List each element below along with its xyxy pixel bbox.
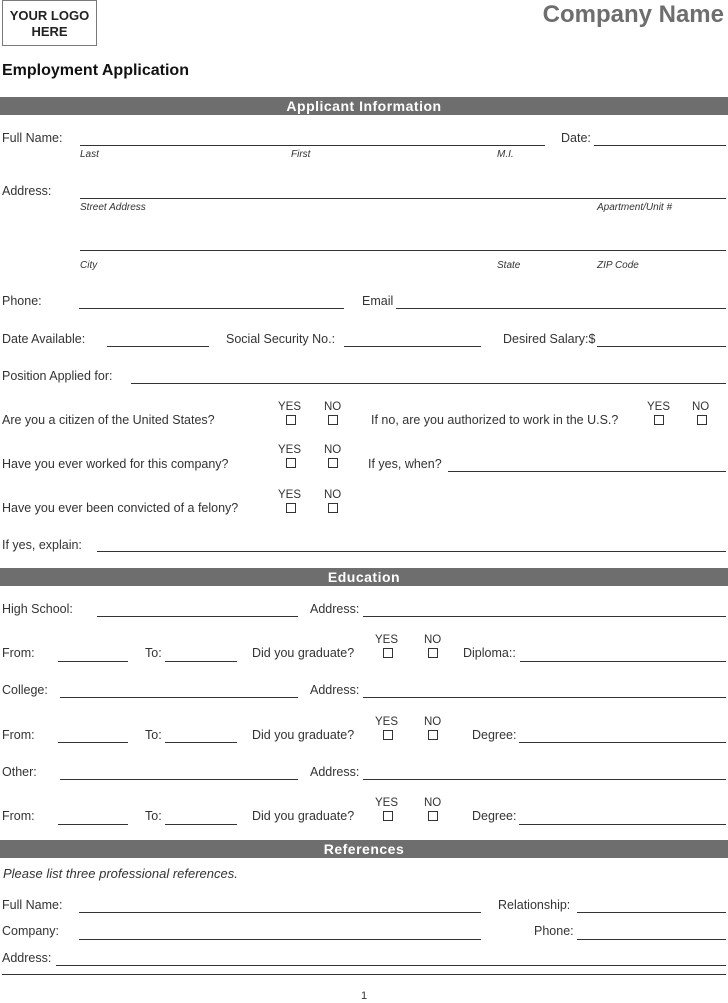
high-school-field[interactable] xyxy=(97,616,298,617)
worked-yes-label: YES xyxy=(278,444,302,456)
hs-graduate-no-label: NO xyxy=(424,634,442,646)
explain-field[interactable] xyxy=(97,551,726,552)
college-from-label: From: xyxy=(2,728,35,742)
worked-yes-checkbox[interactable] xyxy=(286,458,296,468)
hs-graduate-yes-checkbox[interactable] xyxy=(383,648,393,658)
worked-question: Have you ever worked for this company? xyxy=(2,457,229,471)
sub-label-apartment: Apartment/Unit # xyxy=(597,202,673,213)
college-graduate-yes-checkbox[interactable] xyxy=(383,730,393,740)
position-field[interactable] xyxy=(131,383,726,384)
ref-phone-label: Phone: xyxy=(534,924,574,938)
sub-label-city: City xyxy=(80,260,98,271)
email-label: Email xyxy=(362,294,394,308)
other-degree-label: Degree: xyxy=(472,809,517,823)
other-from-field[interactable] xyxy=(58,824,128,825)
college-label: College: xyxy=(2,683,48,697)
date-label: Date: xyxy=(561,131,591,145)
authorized-question: If no, are you authorized to work in the U.S.? xyxy=(371,413,619,427)
diploma-label: Diploma:: xyxy=(463,646,516,660)
date-available-label: Date Available: xyxy=(2,332,86,346)
ref-divider xyxy=(2,974,726,975)
hs-to-field[interactable] xyxy=(165,661,237,662)
ref-address-field[interactable] xyxy=(56,965,726,966)
college-graduate-no-checkbox[interactable] xyxy=(428,730,438,740)
date-field[interactable] xyxy=(594,145,726,146)
worked-no-checkbox[interactable] xyxy=(328,458,338,468)
other-from-label: From: xyxy=(2,809,35,823)
worked-when-label: If yes, when? xyxy=(368,457,442,471)
full-name-field[interactable] xyxy=(80,145,545,146)
other-degree-field[interactable] xyxy=(519,824,726,825)
other-graduate-yes-checkbox[interactable] xyxy=(383,811,393,821)
section-header-education: Education xyxy=(0,568,728,586)
sub-label-state: State xyxy=(497,260,521,271)
company-name: Company Name xyxy=(542,1,724,28)
references-instruction: Please list three professional references. xyxy=(3,866,238,881)
hs-from-label: From: xyxy=(2,646,35,660)
ref-relationship-label: Relationship: xyxy=(498,898,571,912)
address-label: Address: xyxy=(2,184,52,198)
hs-graduate-no-checkbox[interactable] xyxy=(428,648,438,658)
college-graduate-question: Did you graduate? xyxy=(252,728,355,742)
explain-label: If yes, explain: xyxy=(2,538,82,552)
other-to-label: To: xyxy=(145,809,162,823)
hs-from-field[interactable] xyxy=(58,661,128,662)
other-graduate-yes-label: YES xyxy=(375,797,399,809)
felony-no-label: NO xyxy=(324,489,342,501)
high-school-address-field[interactable] xyxy=(363,616,726,617)
other-graduate-no-label: NO xyxy=(424,797,442,809)
diploma-field[interactable] xyxy=(520,661,726,662)
section-header-references: References xyxy=(0,840,728,858)
college-from-field[interactable] xyxy=(58,742,128,743)
authorized-yes-checkbox[interactable] xyxy=(654,415,664,425)
authorized-no-checkbox[interactable] xyxy=(697,415,707,425)
citizen-yes-label: YES xyxy=(278,401,302,413)
logo-placeholder xyxy=(2,0,97,46)
citizen-question: Are you a citizen of the United States? xyxy=(2,413,215,427)
ref-company-field[interactable] xyxy=(79,939,481,940)
hs-to-label: To: xyxy=(145,646,162,660)
sub-label-zip: ZIP Code xyxy=(597,260,639,271)
ssn-field[interactable] xyxy=(344,346,481,347)
other-address-field[interactable] xyxy=(363,779,726,780)
other-to-field[interactable] xyxy=(165,824,237,825)
phone-label: Phone: xyxy=(2,294,42,308)
logo-text: YOUR LOGO HERE xyxy=(9,8,90,39)
desired-salary-field[interactable] xyxy=(597,346,726,347)
sub-label-first: First xyxy=(291,149,311,160)
ref-full-name-label: Full Name: xyxy=(2,898,63,912)
section-header-applicant: Applicant Information xyxy=(0,97,728,115)
college-address-field[interactable] xyxy=(363,697,726,698)
college-degree-field[interactable] xyxy=(519,742,726,743)
ref-company-label: Company: xyxy=(2,924,59,938)
other-address-label: Address: xyxy=(310,765,360,779)
ssn-label: Social Security No.: xyxy=(226,332,336,346)
other-graduate-no-checkbox[interactable] xyxy=(428,811,438,821)
citizen-yes-checkbox[interactable] xyxy=(286,415,296,425)
college-graduate-no-label: NO xyxy=(424,716,442,728)
date-available-field[interactable] xyxy=(107,346,209,347)
college-to-field[interactable] xyxy=(165,742,237,743)
sub-label-mi: M.I. xyxy=(497,149,514,160)
high-school-address-label: Address: xyxy=(310,602,360,616)
felony-no-checkbox[interactable] xyxy=(328,503,338,513)
worked-no-label: NO xyxy=(324,444,342,456)
ref-full-name-field[interactable] xyxy=(79,912,481,913)
authorized-no-label: NO xyxy=(692,401,710,413)
felony-question: Have you ever been convicted of a felony? xyxy=(2,501,239,515)
ref-relationship-field[interactable] xyxy=(577,912,726,913)
felony-yes-label: YES xyxy=(278,489,302,501)
position-label: Position Applied for: xyxy=(2,369,113,383)
hs-graduate-yes-label: YES xyxy=(375,634,399,646)
high-school-label: High School: xyxy=(2,602,73,616)
sub-label-street: Street Address xyxy=(80,202,146,213)
citizen-no-label: NO xyxy=(324,401,342,413)
worked-when-field[interactable] xyxy=(448,471,726,472)
college-to-label: To: xyxy=(145,728,162,742)
authorized-yes-label: YES xyxy=(647,401,671,413)
other-school-field[interactable] xyxy=(60,779,298,780)
email-field[interactable] xyxy=(396,308,726,309)
ref-phone-field[interactable] xyxy=(577,939,726,940)
phone-field[interactable] xyxy=(79,308,344,309)
page-number: 1 xyxy=(360,990,368,1002)
desired-salary-label: Desired Salary:$ xyxy=(503,332,596,346)
sub-label-last: Last xyxy=(80,149,99,160)
document-title: Employment Application xyxy=(2,62,189,79)
full-name-label: Full Name: xyxy=(2,131,63,145)
college-degree-label: Degree: xyxy=(472,728,517,742)
felony-yes-checkbox[interactable] xyxy=(286,503,296,513)
other-graduate-question: Did you graduate? xyxy=(252,809,355,823)
college-address-label: Address: xyxy=(310,683,360,697)
citizen-no-checkbox[interactable] xyxy=(328,415,338,425)
college-field[interactable] xyxy=(60,697,298,698)
other-label: Other: xyxy=(2,765,37,779)
hs-graduate-question: Did you graduate? xyxy=(252,646,355,660)
street-address-field[interactable] xyxy=(80,198,726,199)
college-graduate-yes-label: YES xyxy=(375,716,399,728)
ref-address-label: Address: xyxy=(2,951,52,965)
city-state-zip-field[interactable] xyxy=(80,250,726,251)
